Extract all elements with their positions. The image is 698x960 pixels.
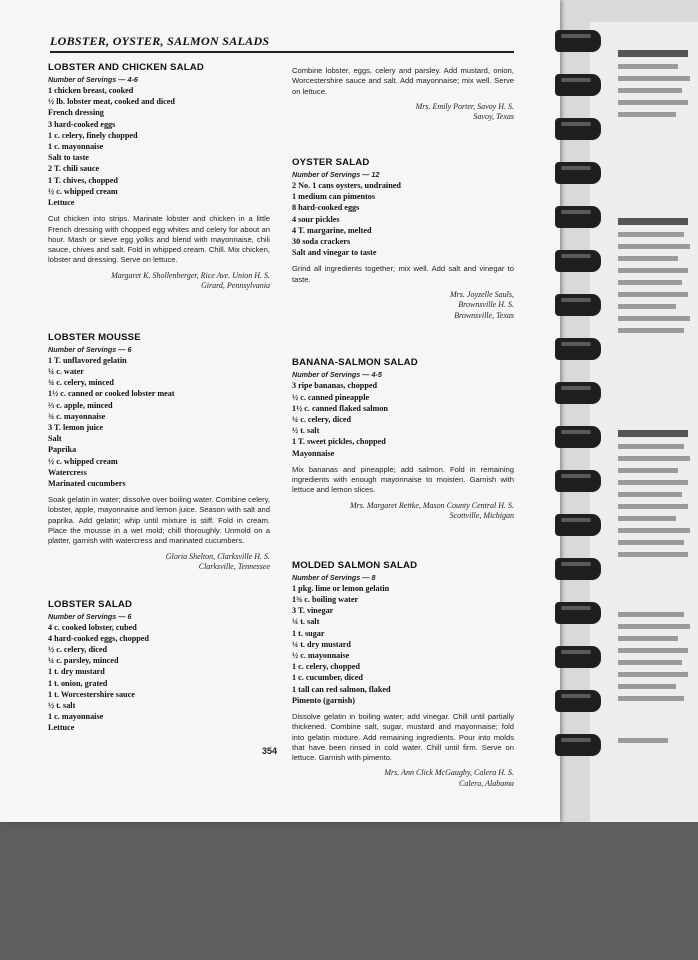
recipe-credit: Mrs. Ann Click McGaughy, Calera H. S. [384, 768, 514, 778]
recipe-block [292, 357, 514, 521]
recipe-servings: Number of Servings — 6 [48, 344, 132, 354]
ingredient-item: 4 hard-cooked eggs, chopped [48, 633, 149, 643]
binding-coil [555, 206, 601, 228]
recipe-credit: Gloria Shelton, Clarksville H. S. [165, 551, 270, 561]
recipe-servings: Number of Servings — 4-6 [48, 75, 138, 84]
ingredient-item: 8 hard-cooked eggs [292, 203, 360, 213]
ingredient-list [292, 180, 514, 258]
recipe-instructions: Soak gelatin in water; dissolve over boiling water. Combine celery, lobster, apple, mayonnaise and lemon juice. Season with salt and paprika. Add gelatin; whip until mixture is stiff. Fold in cream. Place the mousse in a wet mold; chill thoroughly. Unmold on a platter, garnish with watercress and marinated cucumbers. [48, 495, 270, 546]
ingredient-item: Lettuce [48, 723, 75, 733]
left-column [48, 62, 270, 734]
ingredient-item: ½ c. mayonnaise [292, 650, 350, 660]
binding-coil [555, 250, 601, 272]
ingredient-item: ¼ c. celery, diced [292, 415, 352, 425]
recipe-credit: Brownsville, Texas [454, 310, 514, 320]
recipe-credit: Savoy, Texas [473, 112, 514, 122]
binding-coil [555, 602, 601, 624]
binding-coil [555, 514, 601, 536]
ingredient-item: Mayonnaise [292, 448, 335, 458]
ingredient-item: ¾ c. mayonnaise [48, 411, 106, 421]
recipe-title: BANANA-SALMON SALAD [292, 357, 418, 369]
ingredient-item: ⅔ c. apple, minced [48, 400, 113, 410]
recipe-servings: Number of Servings — 4-5 [292, 370, 382, 380]
ingredient-item: Paprika [48, 445, 77, 455]
section-title: LOBSTER, OYSTER, SALMON SALADS [50, 34, 514, 53]
recipe-credit: Clarksville, Tennessee [198, 562, 270, 572]
binding-coil [555, 426, 601, 448]
ingredient-item: Marinated cucumbers [48, 478, 126, 488]
binding-coil [555, 558, 601, 580]
right-column [292, 66, 514, 789]
recipe-instructions: Dissolve gelatin in boiling water; add vinegar. Chill until partially thickened. Combine salt, sugar, mustard and mayonnaise; fold into gelatin mixture. Add remaining ingredients. Pour into molds that have been rinsed in cold water. Chill until firm. Serve on lettuce. Garnish with pimento. [292, 711, 514, 763]
recipe-credit: Mrs. Emily Porter, Savoy H. S. [415, 101, 514, 111]
ingredient-item: ¾ c. celery, minced [48, 378, 114, 388]
recipe-instructions: Cut chicken into strips. Marinate lobster and chicken in a little French dressing with chopped egg whites and celery for about an hour. Mash or sieve egg yolks and blend with mayonnaise, chili sauce, chives and salt. Fold in whipped cream. Chill. Mix chicken, lobster and dressing. Serve on lettuce. [48, 214, 270, 265]
recipe-instructions: Mix bananas and pineapple; add salmon. Fold in remaining ingredients with enough mayonnaise to moisten. Garnish with lettuce and lemon slices. [292, 464, 514, 495]
ingredient-item: ¼ c. water [48, 366, 84, 376]
page-number: 354 [262, 746, 278, 756]
ingredient-item: 1 t. onion, grated [48, 678, 108, 688]
ingredient-item: 1½ c. canned flaked salmon [292, 403, 388, 413]
ingredient-item: 1¾ c. boiling water [292, 594, 359, 604]
ingredient-item: ½ c. whipped cream [48, 186, 118, 196]
recipe-servings: Number of Servings — 8 [292, 572, 376, 582]
ingredient-item: 1 medium can pimentos [292, 192, 376, 202]
next-page-edge [590, 22, 698, 822]
ingredient-item: ½ lb. lobster meat, cooked and diced [48, 97, 175, 107]
ingredient-item: Salt [48, 434, 62, 444]
recipe-credit: Mrs. Margaret Rettke, Mason County Central H. S. [349, 500, 514, 510]
ingredient-item: 3 T. lemon juice [48, 422, 104, 432]
ingredient-item: Pimento (garnish) [292, 695, 355, 705]
recipe-title: LOBSTER AND CHICKEN SALAD [48, 62, 205, 73]
recipe-block [48, 62, 270, 292]
recipe-title: OYSTER SALAD [292, 156, 370, 168]
ingredient-item: 2 T. chili sauce [48, 164, 100, 174]
ingredient-item: 3 T. vinegar [292, 606, 334, 616]
recipe-block [292, 66, 514, 123]
ingredient-item: 1 t. dry mustard [48, 667, 105, 677]
ingredient-item: 1 c. celery, finely chopped [48, 130, 138, 140]
ingredient-item: 1 c. mayonnaise [48, 142, 104, 152]
recipe-instructions: Grind all ingredients together; mix well. Add salt and vinegar to taste. [292, 264, 514, 284]
ingredient-list [292, 380, 514, 458]
binding-coil [555, 646, 601, 668]
recipe-block [48, 332, 270, 573]
ingredient-item: ½ c. celery, diced [48, 645, 108, 655]
ingredient-item: ¼ c. parsley, minced [48, 656, 119, 666]
binding-coil [555, 162, 601, 184]
ingredient-item: 1 c. mayonnaise [48, 712, 104, 722]
ingredient-item: 1 T. chives, chopped [48, 175, 118, 185]
ingredient-item: ¼ t. dry mustard [292, 639, 351, 649]
ingredient-item: 1½ c. canned or cooked lobster meat [48, 389, 175, 399]
recipe-title: LOBSTER SALAD [48, 598, 133, 610]
ingredient-item: 4 T. margarine, melted [292, 225, 372, 235]
ingredient-item: French dressing [48, 108, 104, 118]
ingredient-item: 4 sour pickles [292, 214, 340, 224]
recipe-instructions: Combine lobster, eggs, celery and parsley. Add mustard, onion, Worcestershire sauce and salt. Add mayonnaise; mix well. Serve on lettuce. [292, 66, 514, 96]
ingredient-list [48, 355, 270, 489]
binding-coil [555, 294, 601, 316]
binding-coil [555, 734, 601, 756]
ingredient-item: 1 c. celery, chopped [292, 662, 360, 672]
ingredient-list [48, 622, 270, 734]
recipe-credit: Scottville, Michigan [449, 511, 514, 521]
ingredient-item: 1 tall can red salmon, flaked [292, 684, 391, 694]
ingredient-item: ¼ t. salt [292, 617, 320, 627]
recipe-credit: Brownsville H. S. [458, 300, 514, 310]
ingredient-item: ½ t. salt [292, 426, 320, 436]
recipe-credit: Calera, Alabama [459, 778, 514, 788]
binding-coil [555, 338, 601, 360]
recipe-credit: Girard, Pennsylvania [200, 281, 270, 291]
binding-coil [555, 30, 601, 52]
ingredient-item: 1 T. sweet pickles, chopped [292, 437, 386, 447]
table-surface [0, 822, 698, 960]
ingredient-item: 1 t. Worcestershire sauce [48, 689, 135, 699]
recipe-block [48, 599, 270, 734]
ingredient-item: 3 hard-cooked eggs [48, 119, 116, 129]
ingredient-item: Watercress [48, 467, 87, 477]
ingredient-item: 1 T. unflavored gelatin [48, 355, 127, 365]
ingredient-item: 2 No. 1 cans oysters, undrained [292, 180, 401, 190]
ingredient-item: 1 pkg. lime or lemon gelatin [292, 583, 390, 593]
binding-coil [555, 690, 601, 712]
ingredient-item: ½ c. canned pineapple [292, 392, 370, 402]
ingredient-item: ½ c. whipped cream [48, 456, 118, 466]
ingredient-item: ½ t. salt [48, 701, 76, 711]
ingredient-item: Salt to taste [48, 153, 89, 163]
ingredient-list [48, 85, 270, 208]
recipe-servings: Number of Servings — 12 [292, 169, 380, 179]
ingredient-item: Salt and vinegar to taste [292, 248, 377, 258]
recipe-block [292, 560, 514, 790]
recipe-title: LOBSTER MOUSSE [48, 331, 141, 343]
recipe-servings: Number of Servings — 6 [48, 611, 132, 621]
ingredient-item: 30 soda crackers [292, 236, 351, 246]
ingredient-item: Lettuce [48, 198, 75, 208]
recipe-credit: Margaret K. Shollenberger, Rice Ave. Union H. S. [111, 270, 270, 280]
recipe-block [292, 157, 514, 322]
recipe-title: MOLDED SALMON SALAD [292, 559, 418, 571]
ingredient-list [292, 583, 514, 706]
ingredient-item: 3 ripe bananas, chopped [292, 381, 378, 391]
binding-coil [555, 118, 601, 140]
binding-coil [555, 74, 601, 96]
binding-coil [555, 382, 601, 404]
ingredient-item: 1 t. sugar [292, 628, 325, 638]
binding-coil [555, 470, 601, 492]
recipe-credit: Mrs. Joyzelle Sauls, [450, 289, 514, 299]
ingredient-item: 4 c. cooked lobster, cubed [48, 622, 137, 632]
ingredient-item: 1 chicken breast, cooked [48, 86, 134, 95]
ingredient-item: 1 c. cucumber, diced [292, 673, 363, 683]
